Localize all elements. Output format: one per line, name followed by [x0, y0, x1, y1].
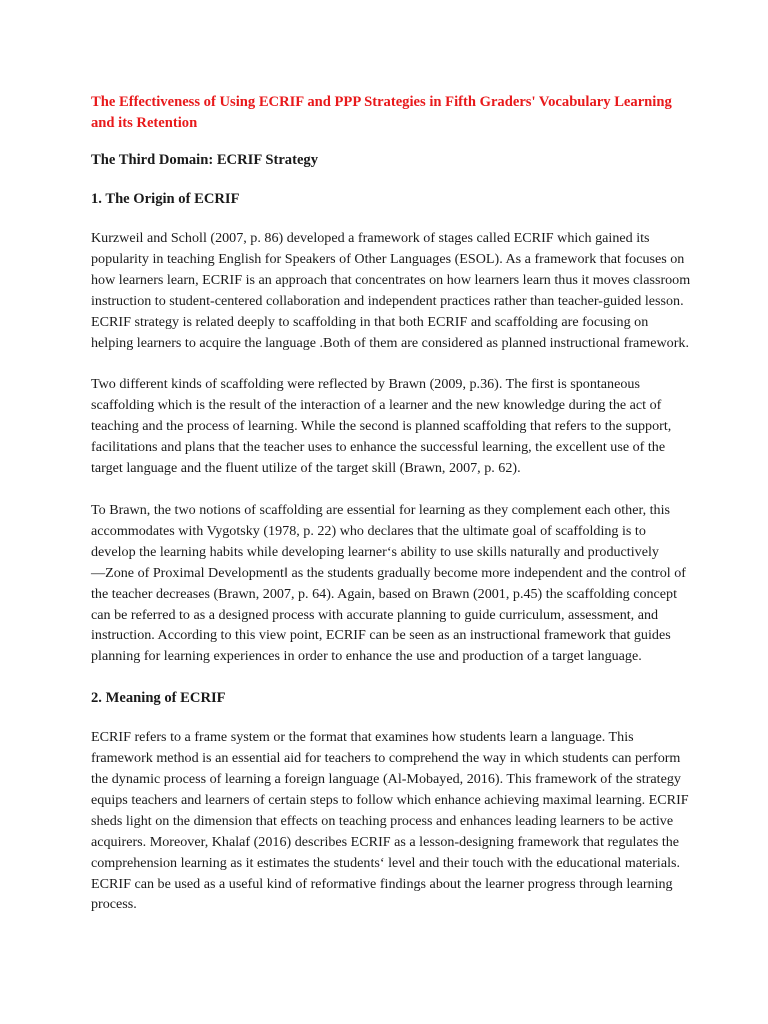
- paragraph-meaning-1: ECRIF refers to a frame system or the format that examines how students learn a language. This framework method is an essential aid for teachers to comprehend the way in which students can perform the dynamic process of learning a foreign language (Al-Mobayed, 2016). This framework of the strategy equips teachers and learners of certain steps to follow which enhance achieving maximal learning. ECRIF sheds light on the dimension that effects on teaching process and enhances leading learners to be active acquirers. Moreover, Khalaf (2016) describes ECRIF as a lesson-designing framework that regulates the comprehension learning as it estimates the students‘ level and their touch with the educational materials. ECRIF can be used as a useful kind of reformative findings about the learner progress through learning process.: [91, 729, 689, 913]
- section-heading-meaning: 2. Meaning of ECRIF: [91, 690, 226, 707]
- document-page: [91, 92, 691, 936]
- paragraph-origin-2: Two different kinds of scaffolding were reflected by Brawn (2009, p.36). The first is spontaneous scaffolding which is the result of the interaction of a learner and the new knowledge during the act of teaching and the process of learning. While the second is planned scaffolding that refers to the support, facilitations and plans that the teacher uses to enhance the successful learning, the excellent use of the target language and the fluent utilize of the target skill (Brawn, 2007, p. 62).: [91, 376, 672, 477]
- paragraph-origin-1: Kurzweil and Scholl (2007, p. 86) developed a framework of stages called ECRIF which gained its popularity in teaching English for Speakers of Other Languages (ESOL). As a framework that focuses on how learners learn, ECRIF is an approach that concentrates on how learners learn thus it moves classroom instruction to student-centered collaboration and independent practices rather than teacher-guided lesson. ECRIF strategy is related deeply to scaffolding in that both ECRIF and scaffolding are focusing on helping learners to acquire the language .Both of them are considered as planned instructional framework.: [91, 230, 691, 351]
- paragraph-origin-3: To Brawn, the two notions of scaffolding are essential for learning as they complement each other, this accommodates with Vygotsky (1978, p. 22) who declares that the ultimate goal of scaffolding is to develop the learning habits while developing learner‘s ability to use skills naturally and productively ―Zone of Proximal Development‖ as the students gradually become more independent and the control of the teacher decreases (Brawn, 2007, p. 64). Again, based on Brawn (2001, p.45) the scaffolding concept can be referred to as a designed process with accurate planning to guide curriculum, assessment, and instruction. According to this view point, ECRIF can be seen as an instructional framework that guides planning for learning experiences in order to enhance the use and production of a target language.: [91, 501, 686, 665]
- domain-heading: The Third Domain: ECRIF Strategy: [91, 152, 319, 168]
- section-heading-origin: 1. The Origin of ECRIF: [91, 191, 240, 207]
- document-title: The Effectiveness of Using ECRIF and PPP Strategies in Fifth Graders' Vocabulary Learning and its Retention: [91, 94, 672, 131]
